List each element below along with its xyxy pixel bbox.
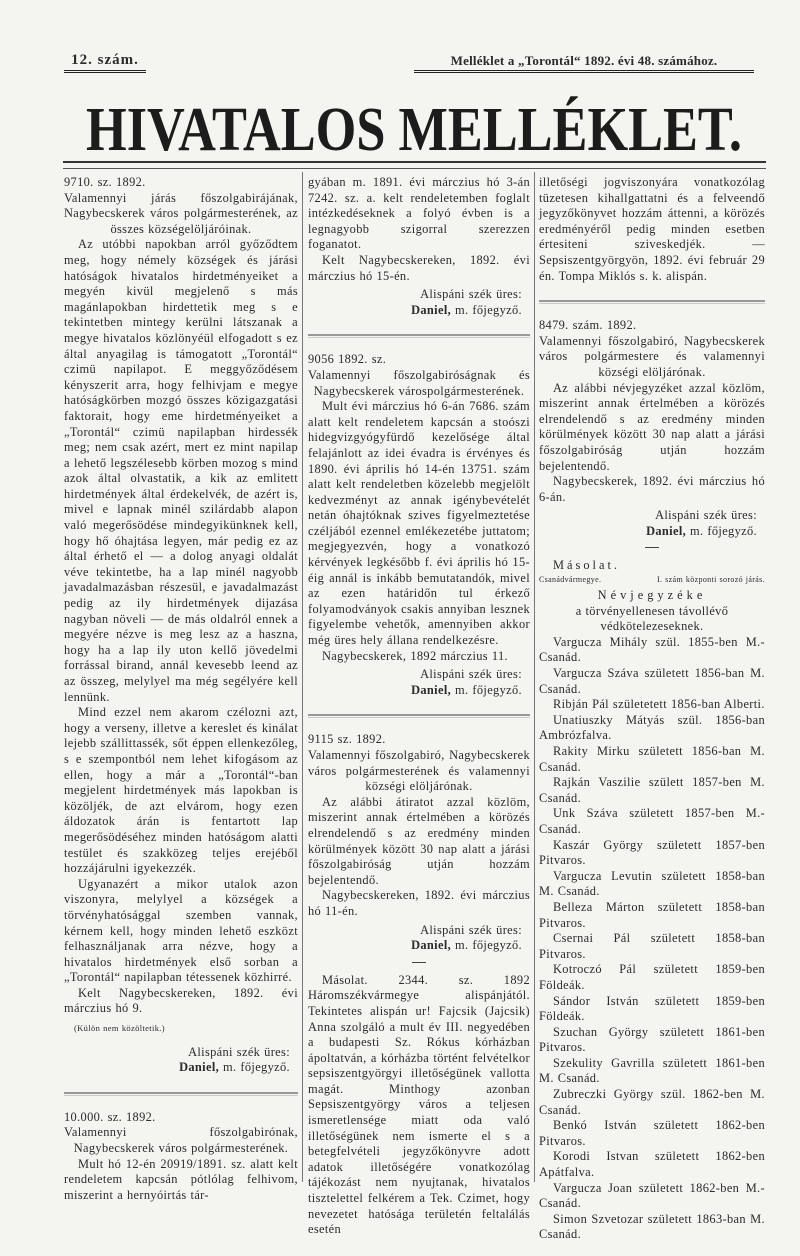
list-item: Varguсza Levutin született 1858-ban M. Csanád. <box>539 868 765 899</box>
list-item: Varguсza Száva született 1856-ban M. Csanád. <box>539 666 765 696</box>
column-2 <box>308 175 530 1238</box>
paragraph: Mult évi márczius hó 6-án 7686. szám alatt kelt rendeletem kapcsán a stoószi hidegvizgyógyfürdő kezelősége által felajánlott az idei évadra is érvényes és 1890. évi április hó 14-én 13751. szám alatt kelt rendeletben közelebb megjelölt kedvezményt az annak igénybevételét netán óhajtóknak szives figyelmeztetése czéljából ezennel emlékezetébe juttatom; megjegyezvén, hogy a vonatkozó kérvények legkésőbb f. évi április hó 15-éig annál is inkább bemutatandók, mivel az ezen határidőn tul érkező folyamodványok csakis annyiban lesznek figyelembe vehetők, amennyiben akkor még üres hely állana rendelkezésre. <box>308 399 530 648</box>
signature-title: Alispáni szék üres: <box>188 1044 290 1059</box>
list-item: Benkó István született 1862-ben Pitvaros. <box>539 1118 765 1148</box>
signature-name-line <box>308 303 522 319</box>
masthead-title-text: HIVATALOS MELLÉKLET. <box>86 96 742 164</box>
section-rule <box>64 1092 298 1096</box>
section-rule <box>308 714 530 718</box>
paragraph: Ugyanazért a mikor utalok azon viszonyra, melylyel a községek a törvényhatósággal szemben vannak, kérnem kell, hogy minden lehető eszközt felhasználjanak arra nézve, hogy a hivatalos hirdetmények első sorban a „Torontál“ napilapban tétessenek közhirré. <box>64 876 298 985</box>
list-item: Rajkán Vaszilie születt 1857-ben M. Csanád. <box>539 775 765 805</box>
signature-title: Alispáni szék üres: <box>420 667 522 682</box>
paragraph: Mult hó 12-én 20919/1891. sz. alatt kelt rendeletem kapcsán pótlólag felhivom, miszerint a hernyóirtás tár- <box>64 1156 298 1202</box>
list-item: Szuchan György született 1861-ben Pitvaros. <box>539 1024 765 1055</box>
signature-title: Alispáni szék üres: <box>420 922 522 937</box>
paragraph: Az alábbi névjegyzéket azzal közlöm, miszerint annak értelmében a körözés elrendelendő s az eredmény minden körülmények között 30 nap alatt a járási főszolgabiróság utján hozzám bejelentendő. <box>539 380 765 473</box>
signature-block <box>308 287 522 318</box>
paragraph: Mind ezzel nem akarom czélozni azt, hogy a verseny, illetve a kereslet és kinálat lejebb szállittassék, sőt éppen ellenkezőleg, s e szempontból nem lehet kifogásom az ellen, hogy a már a „Torontál“-ban megjelent hirdetmények más lapokban is közöljék, de azt elvárom, hogy ezen áldozatok árán is fentartott lap megerősödéséhez minden hatóságom alatti testület és szakközeg teljes erejéből hozzájárulni igyekezzék. <box>64 705 298 876</box>
signature-name-line <box>539 524 757 540</box>
signature-name-line <box>308 683 522 699</box>
masthead-rule <box>63 161 766 169</box>
signature-role: m. főjegyző. <box>223 1060 290 1075</box>
paragraph: Másolat. 2344. sz. 1892 Háromszékvármegye alispánjától. Tekintetes alispán ur! Fajcsik (Jajcsik) Anna szolgáló a mult év III. negyedében a budapesti Sz. Rókus kórházban ápoltatván, a kórházba történt felvételkor sepsiszentgyörgyi illetőségünek vallotta magát. Minthogy azonban Sepsiszentgyörgy város a teljesen ismeretlensége miatt oda való illetőségünek nem ismerte el s a betegfelvételi jegyzőkönyvre adott adatok illetőségére vonatkozólag tájékozást nem nyujtanak, hivatalos tisztelettel felkérem a Tek. Czimet, hogy nevezetet hatósága területén feltalálás esetén <box>308 972 530 1237</box>
masthead-title <box>86 96 746 164</box>
list-subtitle: a törvényellenesen távollévő védkötelezeseknek. <box>575 603 729 634</box>
notice-number: 9115 sz. 1892. <box>308 732 386 747</box>
signature-name: Daniel, <box>646 523 687 538</box>
signature-block <box>64 1045 290 1076</box>
list-item: Kotroczó Pál született 1859-ben Földeák. <box>539 962 765 992</box>
list-item: Belleza Márton született 1858-ban Pitvaros. <box>539 899 765 930</box>
notice-addressee: Valamennyi főszolgabiró, Nagybecskerek város polgármesterének és valamennyi községi elöljárónak. <box>308 748 530 794</box>
paragraph: Kelt Nagybecskereken, 1892. évi márczius hó 9. <box>64 985 298 1016</box>
column-3 <box>539 175 765 1243</box>
notice-addressee: Valamennyi főszolgabiróságnak és Nagybecskerek várospolgármesterének. <box>308 367 530 398</box>
list-item: Varguсza Joan született 1862-ben M.-Csanád. <box>539 1180 765 1211</box>
notice-number: 8479. szám. 1892. <box>539 318 637 333</box>
list-item: Varguсza Mihály szül. 1855-ben M.-Csanád. <box>539 634 765 665</box>
supplement-line: Melléklet a „Torontál“ 1892. évi 48. számához. <box>414 53 754 73</box>
list-item: Ribján Pál születetett 1856-ban Alberti. <box>553 697 765 712</box>
signature-name: Daniel, <box>411 938 452 953</box>
section-rule <box>539 300 765 304</box>
paragraph: Az alábbi átiratot azzal közlöm, miszerint annak értelmében a körözés elrendelendő s az eredmény minden körülmények között 30 nap alatt a járási főszolgabiróság utján hozzám bejelentendő. <box>308 794 530 887</box>
list-item: Rakity Mirku született 1856-ban M. Csanád. <box>539 744 765 774</box>
notice-addressee: Valamennyi főszolgabiró, Nagybecskerek város polgármestere és valamennyi községi elöljárónak. <box>539 333 765 379</box>
list-item: Kaszár György született 1857-ben Pitvaros. <box>539 837 765 868</box>
district-label: I. szám központi sorozó járás. <box>656 575 765 585</box>
separator-dash <box>645 547 659 548</box>
list-item: Csernai Pál született 1858-ban Pitvaros. <box>539 931 765 961</box>
signature-name-line <box>308 938 522 954</box>
section-rule <box>308 334 530 338</box>
note: (Külön nem közöltetik.) <box>74 1023 165 1034</box>
signature-name: Daniel, <box>179 1060 220 1075</box>
paragraph: Az utóbbi napokban arról győződtem meg, hogy némely községek és járási hatóságok hivatalos hirdetményeiket a megyén kivül megjelenő s más magánlapokban hirdettetik meg s e tekintetben mintegy kerülni látszanak a megye hivatalos közlönyéül elfogadott s ez által anyagilag is támogatott „Torontál“ czimü napilapot. E meggyőződésem kényszerit arra, hogy felhivjam e megye hatóságkörben mozgó összes közigazgatási faktorait, hogy eme hirdetményeiket a „Torontál“ czimü napilapban hirdessék meg; nem csak azért, mert ez mint napilap a lehető legszélesebb körben mozog s mind azok által olvastatik, a kik az emlitett hirdetmények által érdekelvék, de azért is, mivel e lapnak minél szilárdabb alapon való megerősödése mindegyikünknek kell, hogy hő óhajtása legyen, már pedig ez az által érhető el — a dolog anyagi oldalát véve tekintetbe, ha a lap minél nagyobb javadalmazásban részesül, e javadalmazást pedig az ily hirdetmények dijazása nagyban növeli — de más oldalról ennek a megyére nézve is meg lesz az a haszna, hogy ha a lap ily uton kellő jövedelmi forrással birand, annál kevesebb leend az az összeg, melylyel ma még segélyére kell lennünk. <box>64 237 298 704</box>
paragraph-continued: gyában m. 1891. évi márczius hó 3-án 7242. sz. a. kelt rendeletemben foglalt intézkedéseknek a folyó évben is a legnagyobb szigorral szerezzen foganatot. <box>308 175 530 252</box>
paragraph: Nagybecskerek, 1892. évi márczius hó 6-án. <box>539 474 765 504</box>
column-divider <box>302 172 303 1182</box>
list-item: Szekulity Gavrilla született 1861-ben M. Csanád. <box>539 1055 765 1086</box>
notice-number: 10.000. sz. 1892. <box>64 1109 156 1124</box>
signature-block <box>308 923 522 954</box>
signature-title: Alispáni szék üres: <box>655 508 757 523</box>
county-label: Csanádvármegye. <box>539 575 602 585</box>
signature-title: Alispáni szék üres: <box>420 287 522 302</box>
column-divider <box>534 172 535 1182</box>
notice-addressee: Valamennyi főszolgabirónak, Nagybecskerek város polgármesterének. <box>64 1125 298 1156</box>
paragraph-continued: illetőségi jogviszonyára vonatkozólag tüzetesen kihallgattatni és a felveendő jegyzőkönyvet hozzám áttenni, a körözés eredményéről pedig minden esetben értesiteni sziveskedjék. — Sepsiszentgyörgyön, 1892. évi február 29 én. Tompa Miklós s. k. alispán. <box>539 175 765 283</box>
paragraph: Nagybecskerek, 1892 márczius 11. <box>322 648 508 663</box>
list-title: Névjegyzéke <box>597 588 707 603</box>
copy-header-row <box>539 574 765 586</box>
signature-block <box>308 667 522 698</box>
list-item: Korodi Istvan született 1862-ben Apátfalva. <box>539 1149 765 1180</box>
list-item: Simon Szvetozar született 1863-ban M. Csanád. <box>539 1211 765 1242</box>
signature-role: m. főjegyző. <box>455 682 522 697</box>
signature-name-line <box>64 1060 290 1076</box>
notice-addressee: Valamennyi járás főszolgabirájának, Nagybecskerek város polgármesterének, az összes községelöljáróinak. <box>64 190 298 236</box>
list-item: Unatiuszky Mátyás szül. 1856-ban Ambrózfalva. <box>539 712 765 743</box>
issue-number: 12. szám. <box>64 52 146 73</box>
signature-block <box>539 508 757 539</box>
list-item: Zubreczki György szül. 1862-ben M. Csanád. <box>539 1087 765 1117</box>
copy-label: Másolat. <box>553 558 621 573</box>
list-item: Sándor István született 1859-ben Földeák. <box>539 993 765 1024</box>
paragraph: Nagybecskereken, 1892. évi márczius hó 11-én. <box>308 888 530 918</box>
signature-name: Daniel, <box>411 682 452 697</box>
separator-dash <box>412 962 426 963</box>
paragraph: Kelt Nagybecskereken, 1892. évi márczius hó 15-én. <box>308 252 530 283</box>
notice-number: 9056 1892. sz. <box>308 352 387 367</box>
notice-number: 9710. sz. 1892. <box>64 175 146 189</box>
column-1 <box>64 175 298 1203</box>
signature-role: m. főjegyző. <box>455 938 522 953</box>
signature-role: m. főjegyző. <box>455 302 522 317</box>
list-item: Unk Száva született 1857-ben M.-Csanád. <box>539 806 765 836</box>
signature-name: Daniel, <box>411 302 452 317</box>
signature-role: m. főjegyző. <box>690 523 757 538</box>
